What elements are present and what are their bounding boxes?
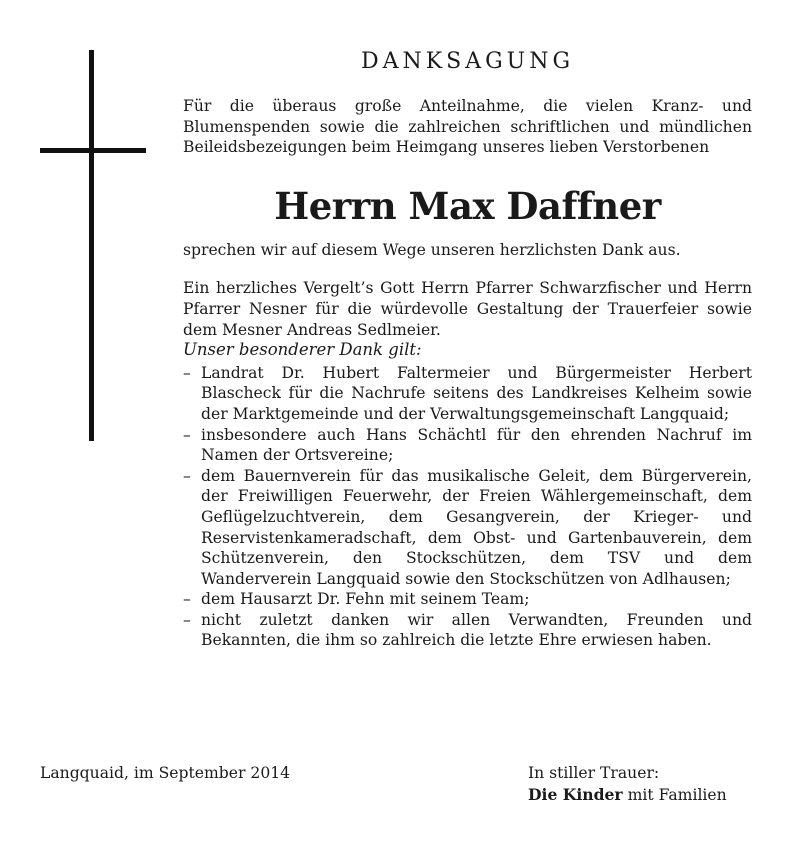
mourning-line: In stiller Trauer: <box>528 764 660 782</box>
family-bold: Die Kinder <box>528 785 623 804</box>
place-date: Langquaid, im September 2014 <box>40 764 291 782</box>
thanks-list <box>183 363 752 651</box>
list-item: – Landrat Dr. Hubert Faltermeier und Bürgermeister Herbert Blascheck für die Nachrufe seitens des Landkreises Kelheim sowie der Marktgemeinde und der Verwaltungsgemeinschaft Langquaid; <box>183 363 752 423</box>
list-item: – dem Bauernverein für das musikalische Geleit, dem Bürgerverein, der Freiwilligen Feuerwehr, der Freien Wählergemeinschaft, dem Geflügelzuchtverein, dem Gesangverein, der Krieger- und Reservistenkameradschaft, dem Obst- und Gartenbauverein, dem Schützenverein, den Stockschützen, dem TSV und dem Wanderverein Langquaid sowie den Stockschützen von Adlhausen; <box>183 466 752 588</box>
list-item: – insbesondere auch Hans Schächtl für den ehrenden Nachruf im Namen der Ortsvereine; <box>183 425 752 465</box>
vergelts-paragraph: Ein herzliches Vergelt’s Gott Herrn Pfarrer Schwarzfischer und Herrn Pfarrer Nesner für die würdevolle Gestaltung der Trauerfeier sowie dem Mesner Andreas Sedlmeier. <box>183 279 752 339</box>
cross-icon-bar <box>40 148 146 153</box>
list-item: – dem Hausarzt Dr. Fehn mit seinem Team; <box>183 590 530 609</box>
deceased-name: Herrn Max Daffner <box>274 183 661 228</box>
list-item: – nicht zuletzt danken wir allen Verwandten, Freunden und Bekannten, die ihm so zahlreich die letzte Ehre erwiesen haben. <box>183 610 752 650</box>
signature-block <box>528 763 727 806</box>
intro-paragraph: Für die überaus große Anteilnahme, die vielen Kranz- und Blumenspenden sowie die zahlreichen schriftlichen und mündlichen Beileidsbezeigungen beim Heimgang unseres lieben Verstorbenen <box>183 97 752 157</box>
cross-icon <box>89 50 94 441</box>
notice-body <box>183 48 752 651</box>
family-line <box>528 784 727 806</box>
notice-heading: DANKSAGUNG <box>360 49 575 74</box>
thanks-paragraph: sprechen wir auf diesem Wege unseren herzlichsten Dank aus. <box>183 240 681 259</box>
special-thanks-heading: Unser besonderer Dank gilt: <box>183 340 422 360</box>
family-rest: mit Familien <box>622 786 727 804</box>
